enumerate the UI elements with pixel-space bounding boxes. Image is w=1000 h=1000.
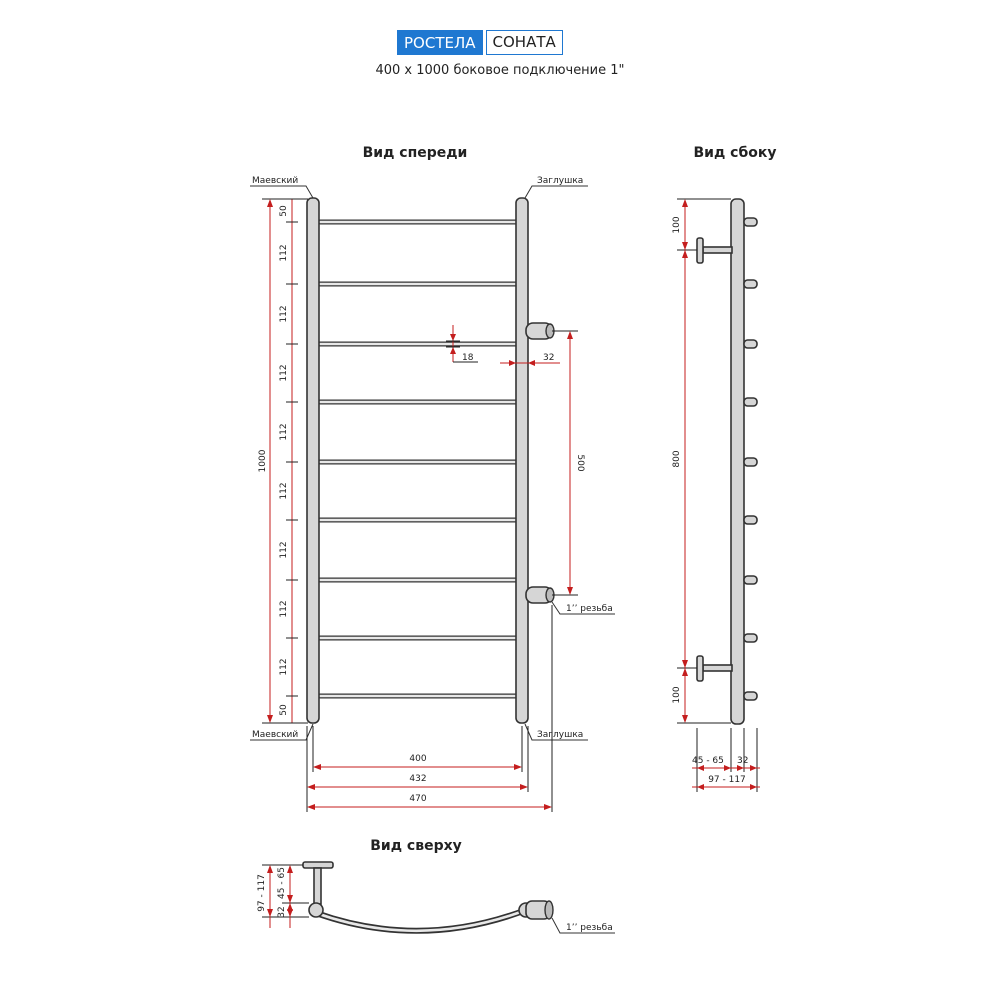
page-subtitle: 400 x 1000 боковое подключение 1" (375, 63, 625, 78)
right-pipe (516, 198, 528, 723)
plug-bottom-label: Заглушка (537, 730, 584, 740)
brand-name: РОСТЕЛА (397, 30, 483, 55)
maevsky-bottom-label: Маевский (252, 730, 299, 740)
side-vertical-dimensions (677, 199, 731, 723)
dim-segment: 50 (279, 704, 289, 716)
upper-connector (526, 323, 554, 339)
dim-side-pipe-diameter: 32 (737, 756, 749, 766)
top-connector (519, 901, 553, 919)
lower-connector (526, 587, 554, 603)
dim-connection-distance: 500 (575, 454, 585, 472)
dim-pipe-diameter: 32 (543, 353, 555, 363)
dim-side-total-depth: 97 - 117 (708, 775, 746, 785)
dim-width-axis: 400 (409, 754, 427, 764)
rungs (320, 222, 520, 696)
height-dimension (262, 199, 308, 723)
dim-segment: 112 (279, 482, 289, 500)
maevsky-top-leader (250, 186, 313, 198)
dim-side-mount-distance: 800 (672, 450, 682, 468)
side-pipe (731, 199, 744, 724)
dim-top-bracket-range: 45 - 65 (277, 867, 287, 899)
dim-segment: 112 (279, 305, 289, 323)
dim-segment: 112 (279, 600, 289, 618)
dim-side-top-offset: 100 (672, 216, 682, 234)
dim-segment: 112 (279, 423, 289, 441)
side-rung-stubs (744, 218, 757, 700)
top-wall-bracket (303, 862, 333, 904)
top-view-title: Вид сверху (370, 838, 462, 854)
left-pipe (307, 198, 319, 723)
plug-top-label: Заглушка (537, 176, 584, 186)
dim-segment: 112 (279, 541, 289, 559)
connection-dimension (552, 331, 578, 595)
side-wall-bracket-top (697, 238, 732, 263)
dim-top-pipe-diameter: 32 (277, 906, 287, 918)
segment-chain (286, 199, 298, 723)
dim-segment: 112 (279, 244, 289, 262)
model-name: СОНАТА (486, 30, 563, 55)
dim-total-height: 1000 (258, 449, 268, 473)
side-view-title: Вид сбоку (693, 145, 777, 161)
maevsky-top-label: Маевский (252, 176, 299, 186)
plug-top-leader (525, 186, 588, 198)
thread-label-top: 1’’ резьба (566, 923, 613, 933)
dim-side-bracket-range: 45 - 65 (692, 756, 724, 766)
front-view-title: Вид спереди (362, 145, 468, 161)
dim-side-bottom-offset: 100 (672, 686, 682, 704)
dim-segment: 112 (279, 364, 289, 382)
dim-top-total-depth: 97 - 117 (257, 874, 267, 912)
dim-width-total: 470 (409, 794, 427, 804)
dim-bar-diameter: 18 (462, 353, 474, 363)
dim-segment: 112 (279, 658, 289, 676)
side-wall-bracket-bottom (697, 656, 732, 681)
dim-width-pipes: 432 (409, 774, 427, 784)
thread-label-front: 1’’ резьба (566, 604, 613, 614)
dim-segment: 50 (279, 205, 289, 217)
top-left-pipe (309, 903, 323, 917)
top-rail (316, 910, 526, 931)
